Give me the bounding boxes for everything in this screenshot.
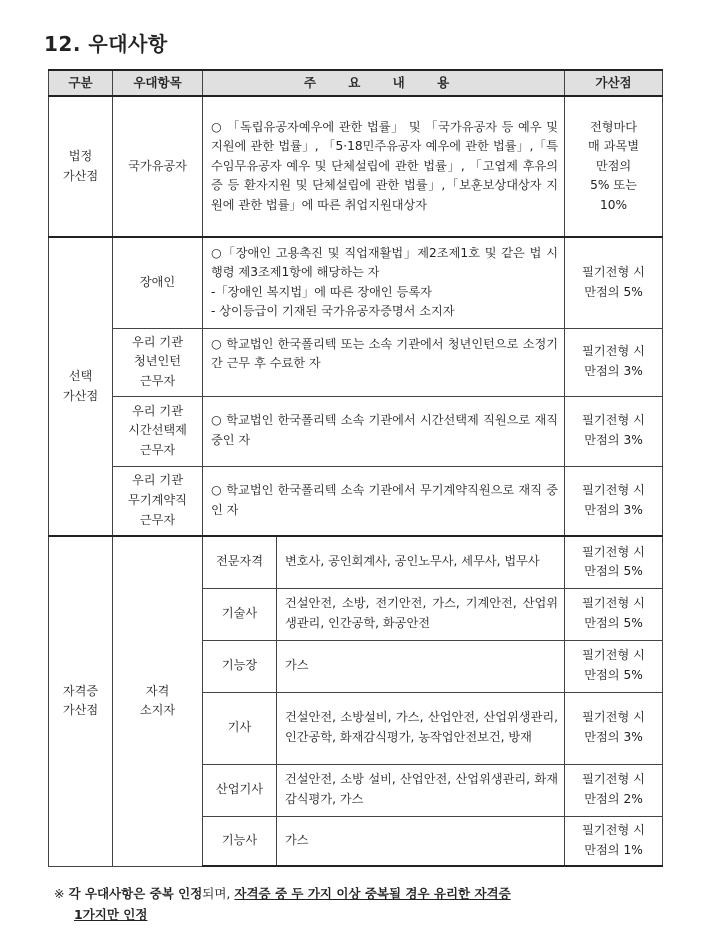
selective-content: ○ 학교법인 한국폴리텍 또는 소속 기관에서 청년인턴으로 소정기간 근무 후 수료한 자 xyxy=(203,328,565,396)
note-normal: 되며, xyxy=(202,886,231,901)
cert-row-1 xyxy=(49,536,663,588)
table-header-row xyxy=(49,70,663,96)
selective-content: ○「장애인 고용촉진 및 직업재활법」제2조제1호 및 같은 법 시행령 제3조제1항에 해당하는 자 -「장애인 복지법」에 따른 장애인 등록자 - 상이등급이 기재된 국가유공자증명서 소지자 xyxy=(203,237,565,328)
cert-item: 자격 소지자 xyxy=(113,536,203,866)
note-underlined-2: 1가지만 인정 xyxy=(74,907,148,923)
legal-content: ○ 「독립유공자예우에 관한 법률」 및 「국가유공자 등 예우 및 지원에 관한 법률」, 「5·18민주유공자 예우에 관한 법률」,「특수임무유공자 예우 및 단체설립에 관한 법률」, 「고엽제 후유의증 등 환자지원 및 단체설립에 관한 법률」,「보훈보상대상자 지원에 관한 법률」에 따른 취업지원대상자 xyxy=(203,96,565,237)
selective-category: 선택 가산점 xyxy=(49,237,113,536)
selective-points: 필기전형 시 만점의 5% xyxy=(565,237,663,328)
cert-content: 가스 xyxy=(277,816,565,866)
header-category: 구분 xyxy=(49,70,113,96)
cert-points: 필기전형 시 만점의 2% xyxy=(565,764,663,816)
selective-content: ○ 학교법인 한국폴리텍 소속 기관에서 무기계약직원으로 재직 중인 자 xyxy=(203,466,565,536)
cert-content: 건설안전, 소방 설비, 산업안전, 산업위생관리, 화재감식평가, 가스 xyxy=(277,764,565,816)
note-mark: ※ xyxy=(54,886,65,901)
note-underlined-1: 자격증 중 두 가지 이상 중복될 경우 유리한 자격증 xyxy=(234,886,511,901)
selective-points: 필기전형 시 만점의 3% xyxy=(565,466,663,536)
cert-points: 필기전형 시 만점의 3% xyxy=(565,692,663,764)
selective-item: 우리 기관 시간선택제 근무자 xyxy=(113,396,203,466)
preference-table xyxy=(48,69,663,867)
cert-type: 산업기사 xyxy=(203,764,277,816)
selective-row-4 xyxy=(49,466,663,536)
selective-row-3 xyxy=(49,396,663,466)
selective-points: 필기전형 시 만점의 3% xyxy=(565,396,663,466)
cert-type: 전문자격 xyxy=(203,536,277,588)
selective-row-1 xyxy=(49,237,663,328)
selective-row-2 xyxy=(49,328,663,396)
selective-item: 우리 기관 청년인턴 근무자 xyxy=(113,328,203,396)
cert-points: 필기전형 시 만점의 1% xyxy=(565,816,663,866)
footnote xyxy=(54,883,664,926)
header-content: 주 요 내 용 xyxy=(203,70,565,96)
selective-item: 우리 기관 무기계약직 근무자 xyxy=(113,466,203,536)
cert-points: 필기전형 시 만점의 5% xyxy=(565,640,663,692)
note-bold: 각 우대사항은 중복 인정 xyxy=(68,886,203,901)
legal-item: 국가유공자 xyxy=(113,96,203,237)
section-title: 12. 우대사항 xyxy=(44,32,168,56)
header-item: 우대항목 xyxy=(113,70,203,96)
cert-content: 건설안전, 소방설비, 가스, 산업안전, 산업위생관리, 인간공학, 화재감식평가, 농작업안전보건, 방재 xyxy=(277,692,565,764)
cert-content: 변호사, 공인회계사, 공인노무사, 세무사, 법무사 xyxy=(277,536,565,588)
header-points: 가산점 xyxy=(565,70,663,96)
selective-item: 장애인 xyxy=(113,237,203,328)
cert-type: 기능사 xyxy=(203,816,277,866)
legal-points: 전형마다 매 과목별 만점의 5% 또는 10% xyxy=(565,96,663,237)
legal-row xyxy=(49,96,663,237)
cert-content: 건설안전, 소방, 전기안전, 가스, 기계안전, 산업위생관리, 인간공학, 화공안전 xyxy=(277,588,565,640)
cert-type: 기사 xyxy=(203,692,277,764)
cert-content: 가스 xyxy=(277,640,565,692)
cert-points: 필기전형 시 만점의 5% xyxy=(565,588,663,640)
legal-category: 법정 가산점 xyxy=(49,96,113,237)
selective-content: ○ 학교법인 한국폴리텍 소속 기관에서 시간선택제 직원으로 재직 중인 자 xyxy=(203,396,565,466)
cert-type: 기술사 xyxy=(203,588,277,640)
cert-category: 자격증 가산점 xyxy=(49,536,113,866)
selective-points: 필기전형 시 만점의 3% xyxy=(565,328,663,396)
cert-points: 필기전형 시 만점의 5% xyxy=(565,536,663,588)
cert-type: 기능장 xyxy=(203,640,277,692)
